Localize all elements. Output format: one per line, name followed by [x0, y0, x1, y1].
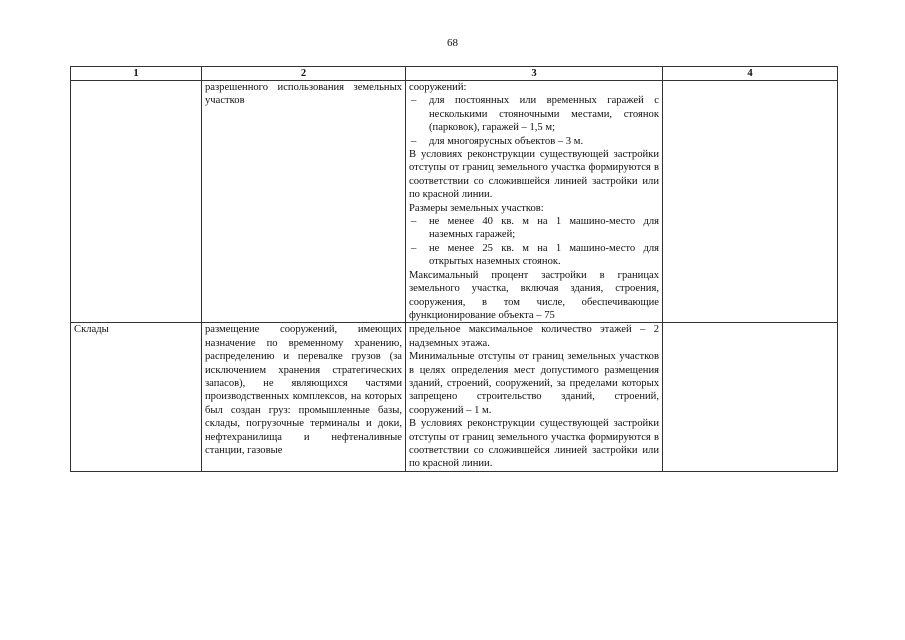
table-row [71, 81, 838, 323]
paragraph: В условиях реконструкции существующей застройки отступы от границ земельного участка формируются в соответствии со сложившейся линией застройки или по красной линии. [409, 149, 659, 201]
list-item: – не менее 25 кв. м на 1 машино-место для открытых наземных стоянок. [409, 242, 659, 269]
paragraph: предельное максимальное количество этажей – 2 надземных этажа. [409, 324, 659, 349]
notes-cell [663, 323, 838, 471]
column-header-2: 2 [202, 67, 406, 81]
column-header-3: 3 [406, 67, 663, 81]
list-item: – для постоянных или временных гаражей с несколькими стояночными местами, стоянок (парковок), гаражей – 1,5 м; [409, 94, 659, 134]
page-number: 68 [447, 37, 458, 49]
table-row [71, 323, 838, 471]
header-row [71, 67, 838, 81]
paragraph: Максимальный процент застройки в границах земельного участка, включая здания, строения, сооружения, в том числе, обеспечивающие функционирование объекта – 75 [409, 269, 659, 321]
paragraph: Размеры земельных участков: [409, 202, 544, 214]
paragraph: сооружений: [409, 82, 467, 93]
list-item: – для многоярусных объектов – 3 м. [409, 135, 659, 148]
column-header-1: 1 [71, 67, 202, 81]
list-item: – не менее 40 кв. м на 1 машино-место для наземных гаражей; [409, 215, 659, 242]
regulations-table [70, 66, 838, 472]
notes-cell [663, 81, 838, 323]
use-description-cell: размещение сооружений, имеющих назначение по временному хранению, распределению и перевалке грузов (за исключением хранения стратегических запасов), не являющихся частями производственных комплексов, на которых был создан груз: промышленные базы, склады, погрузочные терминалы и доки, нефтехранилища и нефтеналивные станции, газовые [202, 323, 406, 471]
dash-list [409, 215, 659, 269]
use-name-cell: Склады [71, 323, 202, 471]
dash-list [409, 94, 659, 148]
paragraph: Минимальные отступы от границ земельных участков в целях определения мест допустимого размещения зданий, строений, сооружений, за пределами которых запрещено строительство зданий, строений, сооружений – 1 м. [409, 351, 659, 416]
column-header-4: 4 [663, 67, 838, 81]
use-name-cell [71, 81, 202, 323]
paragraph: В условиях реконструкции существующей застройки отступы от границ земельного участка формируются в соответствии со сложившейся линией застройки или по красной линии. [409, 418, 659, 470]
parameters-cell [406, 81, 663, 323]
use-description-cell: разрешенного использования земельных участков [202, 81, 406, 323]
parameters-cell [406, 323, 663, 471]
